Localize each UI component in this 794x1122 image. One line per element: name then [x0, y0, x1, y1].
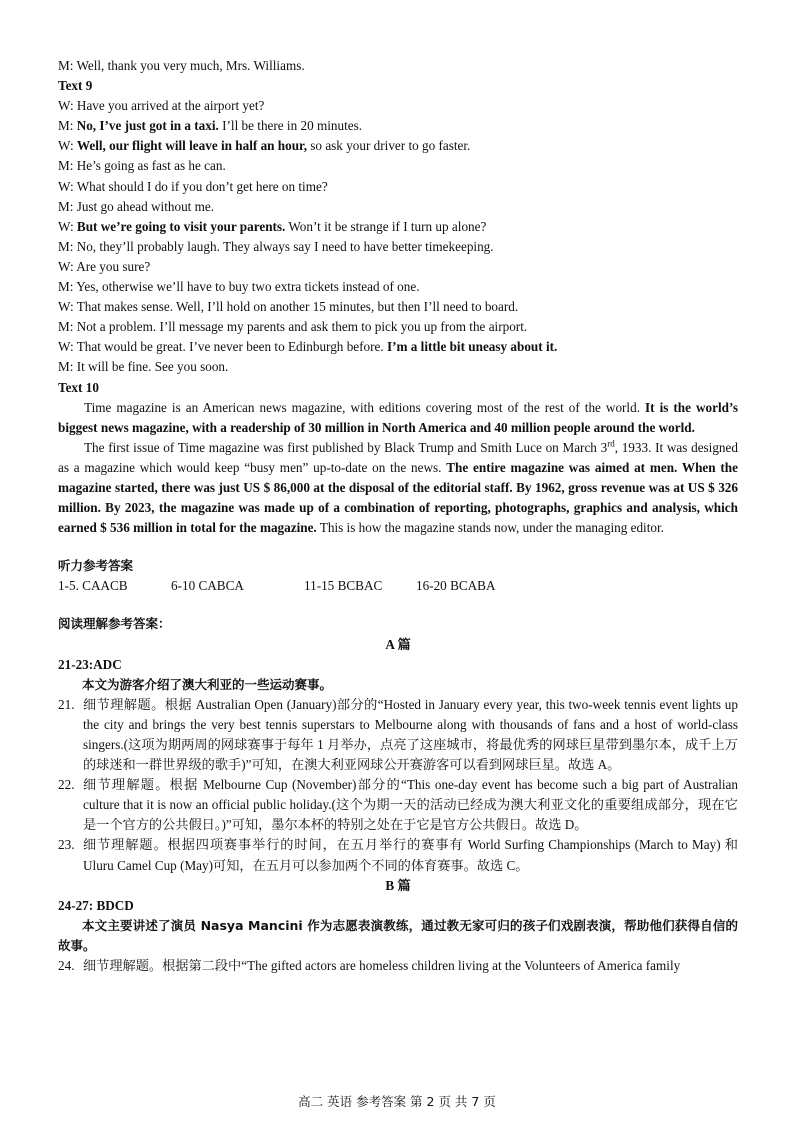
- dialogue-line: [58, 116, 738, 136]
- section-b-summary: 本文主要讲述了演员 Nasya Mancini 作为志愿表演教练，通过教无家可归的孩子们戏剧表演，帮助他们获得自信的故事。: [58, 917, 738, 953]
- question-number: 23.: [58, 837, 75, 853]
- dialogue-line: [58, 217, 738, 237]
- speaker-label: W:: [58, 98, 77, 114]
- dialogue-line: [58, 136, 738, 156]
- section-a-heading: A 篇: [385, 636, 411, 652]
- speaker-label: W:: [58, 218, 77, 234]
- question-24-explanation: [58, 956, 738, 976]
- line-text: That makes sense. Well, I’ll hold on another 15 minutes, but then I’ll need to board.: [76, 299, 519, 315]
- line-text: Yes, otherwise we’ll have to buy two extra tickets instead of one.: [76, 279, 420, 295]
- question-number: 22.: [58, 777, 75, 793]
- reading-answers-title: 阅读理解参考答案：: [58, 616, 171, 632]
- explanation-text: 细节理解题。根据 Australian Open (January)部分的“Hosted in January every year, this two-week tennis event lights up the city and brings the very best tennis superstars to Melbourne along with thousands of fans and a host of world-class singers.(这项为期两周的网球赛事于每年 1 月举办，点亮了这座城市，将最优秀的网球巨星带到墨尔本，成千上万的球迷和一群世界级的歌手)”可知，在澳大利亚网球公开赛游客可以看到网球巨星。故选 A。: [83, 696, 738, 773]
- speaker-label: M:: [58, 359, 77, 375]
- speaker-label: W:: [58, 339, 77, 355]
- dialogue-line: [58, 257, 738, 277]
- paragraph-bold-text: The entire magazine was aimed at men. When the magazine started, there was just US $ 86,000 at the disposal of the editorial staff. By 1962, gross revenue was at US $ 326 million. By 2023, the magazine was made up of a combination of reporting, photographs, graphics and analysis, which earned $ 536 million in total for the magazine.: [58, 459, 738, 536]
- dialogue-line: [58, 156, 738, 176]
- line-text: I’ll be there in 20 minutes.: [218, 118, 363, 134]
- dialogue-line: [58, 237, 738, 257]
- line-text: Have you arrived at the airport yet?: [76, 98, 265, 114]
- explanation-text: 细节理解题。根据四项赛事举行的时间，在五月举行的赛事有 World Surfing Championships (March to May) 和 Uluru Camel Cup (May)可知，在五月可以参加两个不同的体育赛事。故选 C。: [83, 837, 738, 873]
- dialogue-line: [58, 357, 738, 377]
- listening-answers-title: 听力参考答案: [58, 558, 134, 574]
- bold-text: No, I’ve just got in a taxi.: [76, 118, 219, 134]
- answer-group: 16-20 BCABA: [416, 578, 496, 594]
- dialogue-line: [58, 277, 738, 297]
- section-b-answers: 24-27: BDCD: [58, 897, 134, 913]
- line-text: Are you sure?: [76, 258, 151, 274]
- bold-text: But we’re going to visit your parents.: [76, 218, 286, 234]
- paragraph-text: This is how the magazine stands now, under the managing editor.: [316, 520, 664, 536]
- text9-title: Text 9: [58, 78, 93, 94]
- speaker-label: M:: [58, 198, 77, 214]
- speaker-label: W:: [58, 138, 77, 154]
- dialogue-line: M: Well, thank you very much, Mrs. Williams.: [58, 58, 305, 73]
- dialogue-line: [58, 297, 738, 317]
- line-text: It will be fine. See you soon.: [76, 359, 229, 375]
- bold-text: Well, our flight will leave in half an hour,: [76, 138, 307, 154]
- question-21-explanation: [58, 695, 738, 775]
- text10-title: Text 10: [58, 379, 99, 395]
- paragraph-bold-text: It is the world’s biggest news magazine, with a readership of 30 million in North America and 40 million people around the world.: [58, 399, 738, 435]
- question-number: 21.: [58, 696, 75, 712]
- dialogue-line: [58, 197, 738, 217]
- line-text: What should I do if you don’t get here on time?: [76, 178, 328, 194]
- bold-text: I’m a little bit uneasy about it.: [386, 339, 558, 355]
- listening-answers: [58, 576, 738, 596]
- dialogue-line: [58, 317, 738, 337]
- page-footer: 高二 英语 参考答案 第 2 页 共 7 页: [298, 1094, 496, 1109]
- line-text: He’s going as fast as he can.: [76, 158, 226, 174]
- paragraph-text: , 1933. It was designed as a magazine which would keep “busy men” up-to-date on the news.: [58, 439, 738, 475]
- answer-group: 1-5. CAACB: [58, 578, 128, 594]
- line-text: That would be great. I’ve never been to Edinburgh before.: [76, 339, 387, 355]
- speaker-label: W:: [58, 178, 77, 194]
- line-text: Just go ahead without me.: [76, 198, 215, 214]
- line-text: so ask your driver to go faster.: [307, 138, 471, 154]
- section-a-summary: 本文为游客介绍了澳大利亚的一些运动赛事。: [82, 676, 333, 692]
- dialogue-line: [58, 177, 738, 197]
- paragraph-text: The first issue of Time magazine was first published by Black Trump and Smith Luce on March 3: [84, 439, 608, 455]
- speaker-label: M:: [58, 319, 77, 335]
- speaker-label: M:: [58, 158, 77, 174]
- section-a-answers: 21-23:ADC: [58, 656, 122, 672]
- ordinal-superscript: rd: [607, 438, 615, 449]
- speaker-label: W:: [58, 299, 77, 315]
- speaker-label: M:: [58, 118, 77, 134]
- question-22-explanation: [58, 775, 738, 835]
- paragraph-text: Time magazine is an American news magazine, with editions covering most of the rest of the world.: [84, 399, 646, 415]
- line-text: Not a problem. I’ll message my parents and ask them to pick you up from the airport.: [76, 319, 528, 335]
- line-text: No, they’ll probably laugh. They always say I need to have better timekeeping.: [76, 238, 494, 254]
- line-text: Won’t it be strange if I turn up alone?: [285, 218, 487, 234]
- speaker-label: M:: [58, 279, 77, 295]
- text9-dialogue: [58, 96, 738, 377]
- speaker-label: W:: [58, 258, 77, 274]
- text10-paragraph-1: [58, 398, 738, 438]
- question-23-explanation: [58, 835, 738, 875]
- question-number: 24.: [58, 958, 75, 974]
- section-b-heading: B 篇: [385, 877, 411, 893]
- answer-group: 11-15 BCBAC: [304, 578, 383, 594]
- speaker-label: M:: [58, 238, 77, 254]
- dialogue-line: [58, 337, 738, 357]
- explanation-text: 细节理解题。根据第二段中“The gifted actors are homeless children living at the Volunteers of America family: [83, 958, 681, 974]
- dialogue-line: [58, 96, 738, 116]
- explanation-text: 细节理解题。根据 Melbourne Cup (November)部分的“This one-day event has become such a big part of Australian culture that it is now an official public holiday.(这个为期一天的活动已经成为澳大利亚文化的重要组成部分，现在它是一个官方的公共假日。)”可知，墨尔本杯的特别之处在于它是官方公共假日。故选 D。: [83, 777, 738, 833]
- answer-group: 6-10 CABCA: [171, 578, 244, 594]
- text10-paragraph-2: [58, 438, 738, 538]
- document-body: [58, 56, 738, 976]
